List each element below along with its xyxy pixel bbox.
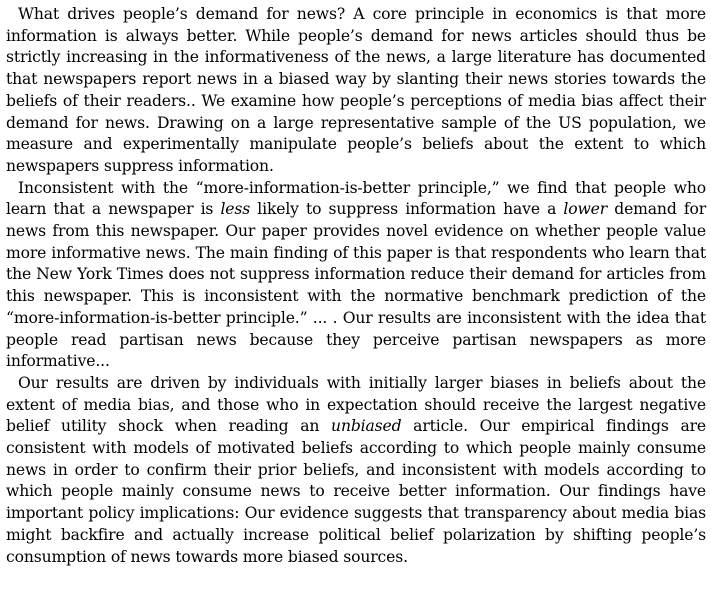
paragraph-2-text-a: Inconsistent with the “more-information-is-better principle,” we find that people who learn that a newspaper is (6, 178, 706, 219)
paragraph-3-text-a: Our results are driven by individuals with initially larger biases in beliefs about the extent of media bias, and those who in expectation should receive the largest negative belief utility shock when reading an (6, 373, 706, 436)
document-body (6, 4, 706, 568)
paragraph-2-emphasis-lower: lower (563, 200, 608, 219)
paragraph-2-text-b: likely to suppress information have a (250, 200, 564, 219)
paragraph-2-emphasis-less: less (220, 200, 251, 219)
paragraph-3 (6, 373, 706, 568)
paragraph-3-text-b: article. Our empirical findings are consistent with models of motivated beliefs according to which people mainly consume news in order to confirm their prior beliefs, and inconsistent with models according to which people mainly consume news to receive better information. Our findings have important policy implications: Our evidence suggests that transparency about media bias might backfire and actually increase political belief polarization by shifting people’s consumption of news towards more biased sources. (6, 417, 706, 566)
paragraph-2 (6, 178, 706, 373)
paragraph-1-text: What drives people’s demand for news? A core principle in economics is that more information is always better. While people’s demand for news articles should thus be strictly increasing in the informativeness of the news, a large literature has documented that newspapers report news in a biased way by slanting their news stories towards the beliefs of their readers.. We examine how people’s perceptions of media bias affect their demand for news. Drawing on a large representative sample of the US population, we measure and experimentally manipulate people’s beliefs about the extent to which newspapers suppress information. (6, 5, 706, 175)
paragraph-1 (6, 4, 706, 178)
paragraph-3-emphasis-unbiased: unbiased (331, 417, 402, 436)
paragraph-2-text-c: demand for news from this newspaper. Our paper provides novel evidence on whether people value more informative news. The main finding of this paper is that respondents who learn that the New York Times does not suppress information reduce their demand for articles from this newspaper. This is inconsistent with the normative benchmark prediction of the “more-information-is-better principle.” ... . Our results are inconsistent with the idea that people read partisan news because they perceive partisan newspapers as more informative... (6, 200, 706, 371)
